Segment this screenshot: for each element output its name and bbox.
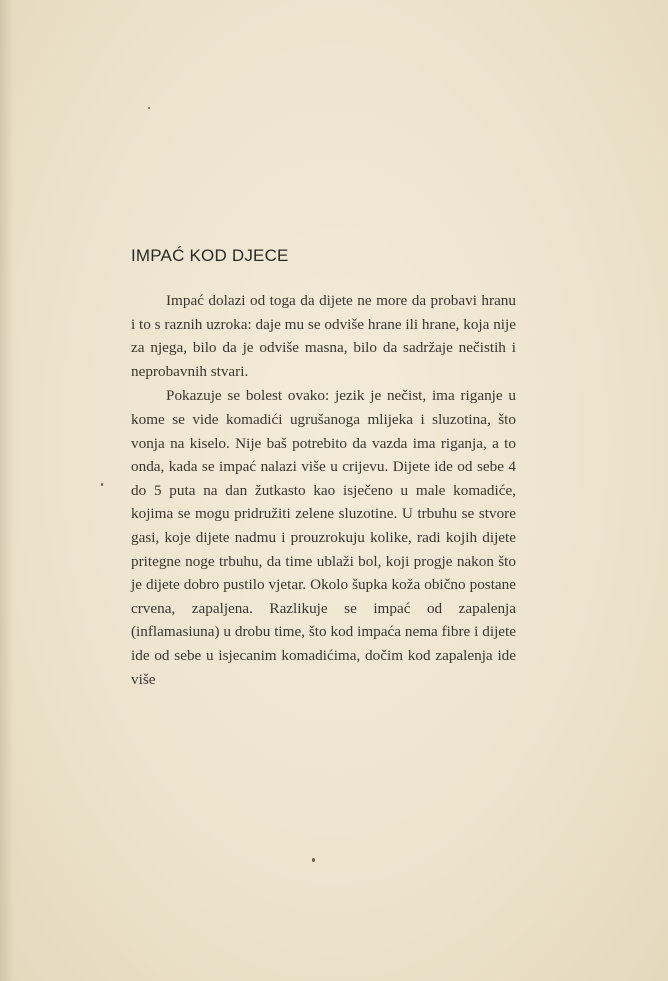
body-text <box>131 289 516 691</box>
paragraph: Pokazuje se bolest ovako: jezik je nečist, ima riganje u kome se vide komadići ugrušanoga mlijeka i sluzotina, što vonja na kiselo. Nije baš potrebito da vazda ima riganja, a to onda, kada se impać nalazi više u crijevu. Dijete ide od sebe 4 do 5 puta na dan žutkasto kao isječeno u male komadiće, kojima se mogu pridružiti zelene sluzotine. U trbuhu se stvore gasi, koje dijete nadmu i prouzrokuju kolike, radi kojih dijete pritegne noge trbuhu, da time ublaži bol, koji progje nakon što je dijete dobro pustilo vjetar. Okolo šupka koža obično postane crvena, zapaljena. Razlikuje se impać od zapalenja (inflamasiuna) u drobu time, što kod impaća nema fibre i dijete ide od sebe u isjecanim komadićima, dočim kod zapalenja ide više <box>131 387 516 688</box>
paper-speck <box>101 483 103 486</box>
section-heading: IMPAĆ KOD DJECE <box>131 246 289 265</box>
paper-speck <box>312 858 315 862</box>
page-edge-shadow <box>0 0 14 981</box>
paragraph: Impać dolazi od toga da dijete ne more da probavi hranu i to s raznih uzroka: daje mu se odviše hrane ili hrane, koja nije za njega, bilo da je odviše masna, bilo da sadržaje nečistih i neprobavnih stvari. <box>131 292 516 380</box>
paper-speck <box>148 107 150 109</box>
